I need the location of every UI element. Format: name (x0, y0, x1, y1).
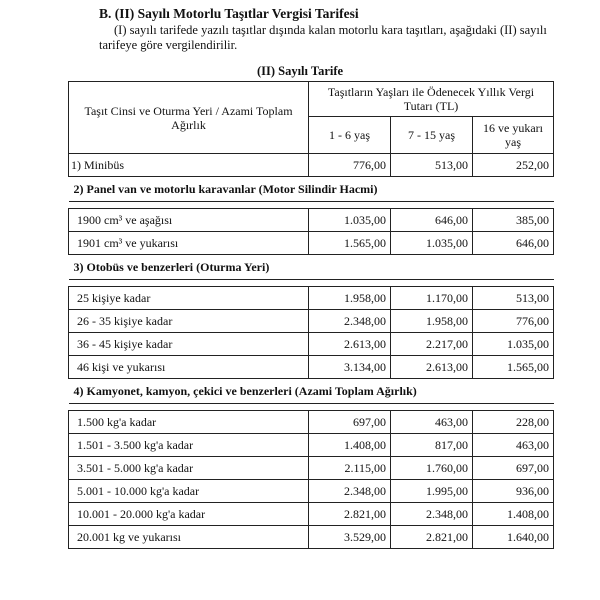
table-row (69, 434, 554, 457)
row-value-age-1-6: 2.115,00 (309, 457, 391, 480)
row-value-age-16-plus: 936,00 (473, 480, 554, 503)
table-row-minibus (69, 154, 554, 177)
row-value-age-7-15: 513,00 (391, 154, 473, 177)
table-title: (II) Sayılı Tarife (256, 64, 344, 78)
header-tax-amount: Taşıtların Yaşları ile Ödenecek Yıllık Vergi Tutarı (TL) (309, 82, 554, 117)
table-row (69, 232, 554, 255)
document-heading: B. (II) Sayılı Motorlu Taşıtlar Vergisi Tarifesi (99, 6, 359, 21)
spacer-cell (69, 404, 554, 411)
row-value-age-7-15: 646,00 (391, 209, 473, 232)
row-value-age-16-plus: 776,00 (473, 310, 554, 333)
row-value-age-7-15: 2.217,00 (391, 333, 473, 356)
row-value-age-16-plus: 1.565,00 (473, 356, 554, 379)
row-value-age-7-15: 463,00 (391, 411, 473, 434)
intro-paragraph: (I) sayılı tarifede yazılı taşıtlar dışında kalan motorlu kara taşıtları, aşağıdaki (II) sayılı tarifeye göre vergilendirilir. (99, 23, 547, 52)
row-label: 46 kişi ve yukarısı (69, 356, 309, 379)
row-label: 3.501 - 5.000 kg'a kadar (69, 457, 309, 480)
row-label: 1901 cm³ ve yukarısı (69, 232, 309, 255)
row-value-age-16-plus: 1.035,00 (473, 333, 554, 356)
row-value-age-1-6: 1.565,00 (309, 232, 391, 255)
row-value-age-1-6: 2.821,00 (309, 503, 391, 526)
section-header (69, 255, 554, 280)
table-row (69, 287, 554, 310)
table-row (69, 457, 554, 480)
row-value-age-7-15: 1.958,00 (391, 310, 473, 333)
row-label: 10.001 - 20.000 kg'a kadar (69, 503, 309, 526)
tariff-table (68, 81, 554, 549)
row-value-age-16-plus: 513,00 (473, 287, 554, 310)
table-row (69, 480, 554, 503)
row-label: 20.001 kg ve yukarısı (69, 526, 309, 549)
row-label: 36 - 45 kişiye kadar (69, 333, 309, 356)
row-value-age-1-6: 776,00 (309, 154, 391, 177)
row-value-age-7-15: 1.170,00 (391, 287, 473, 310)
row-value-age-1-6: 2.348,00 (309, 480, 391, 503)
row-value-age-16-plus: 1.640,00 (473, 526, 554, 549)
section-title: 2) Panel van ve motorlu karavanlar (Motor Silindir Hacmi) (69, 177, 554, 202)
row-value-age-1-6: 697,00 (309, 411, 391, 434)
table-row (69, 333, 554, 356)
row-value-age-1-6: 2.348,00 (309, 310, 391, 333)
section-spacer (69, 280, 554, 287)
section-header (69, 177, 554, 202)
spacer-cell (69, 280, 554, 287)
row-value-age-7-15: 2.348,00 (391, 503, 473, 526)
row-value-age-1-6: 2.613,00 (309, 333, 391, 356)
table-row (69, 356, 554, 379)
header-age-7-15: 7 - 15 yaş (391, 117, 473, 154)
row-label: 5.001 - 10.000 kg'a kadar (69, 480, 309, 503)
row-value-age-16-plus: 697,00 (473, 457, 554, 480)
section-header (69, 379, 554, 404)
section-spacer (69, 202, 554, 209)
table-row (69, 411, 554, 434)
section-spacer (69, 404, 554, 411)
row-value-age-16-plus: 646,00 (473, 232, 554, 255)
table-row (69, 526, 554, 549)
row-label: 1.501 - 3.500 kg'a kadar (69, 434, 309, 457)
row-label: 1) Minibüs (69, 154, 309, 177)
row-value-age-1-6: 3.134,00 (309, 356, 391, 379)
table-row (69, 310, 554, 333)
spacer-cell (69, 202, 554, 209)
row-value-age-16-plus: 252,00 (473, 154, 554, 177)
row-value-age-7-15: 2.821,00 (391, 526, 473, 549)
row-value-age-1-6: 1.035,00 (309, 209, 391, 232)
table-row (69, 209, 554, 232)
section-title: 4) Kamyonet, kamyon, çekici ve benzerleri (Azami Toplam Ağırlık) (69, 379, 554, 404)
row-value-age-1-6: 1.958,00 (309, 287, 391, 310)
row-value-age-16-plus: 463,00 (473, 434, 554, 457)
table-row (69, 503, 554, 526)
header-age-1-6: 1 - 6 yaş (309, 117, 391, 154)
row-value-age-7-15: 1.035,00 (391, 232, 473, 255)
row-value-age-7-15: 1.760,00 (391, 457, 473, 480)
header-vehicle-type: Taşıt Cinsi ve Oturma Yeri / Azami Toplam Ağırlık (69, 82, 309, 154)
section-title: 3) Otobüs ve benzerleri (Oturma Yeri) (69, 255, 554, 280)
row-label: 25 kişiye kadar (69, 287, 309, 310)
row-value-age-1-6: 3.529,00 (309, 526, 391, 549)
row-value-age-7-15: 2.613,00 (391, 356, 473, 379)
row-value-age-1-6: 1.408,00 (309, 434, 391, 457)
row-label: 1.500 kg'a kadar (69, 411, 309, 434)
header-age-16-plus: 16 ve yukarı yaş (473, 117, 554, 154)
row-value-age-7-15: 817,00 (391, 434, 473, 457)
row-value-age-16-plus: 228,00 (473, 411, 554, 434)
row-label: 1900 cm³ ve aşağısı (69, 209, 309, 232)
row-value-age-16-plus: 1.408,00 (473, 503, 554, 526)
row-value-age-7-15: 1.995,00 (391, 480, 473, 503)
row-value-age-16-plus: 385,00 (473, 209, 554, 232)
row-label: 26 - 35 kişiye kadar (69, 310, 309, 333)
